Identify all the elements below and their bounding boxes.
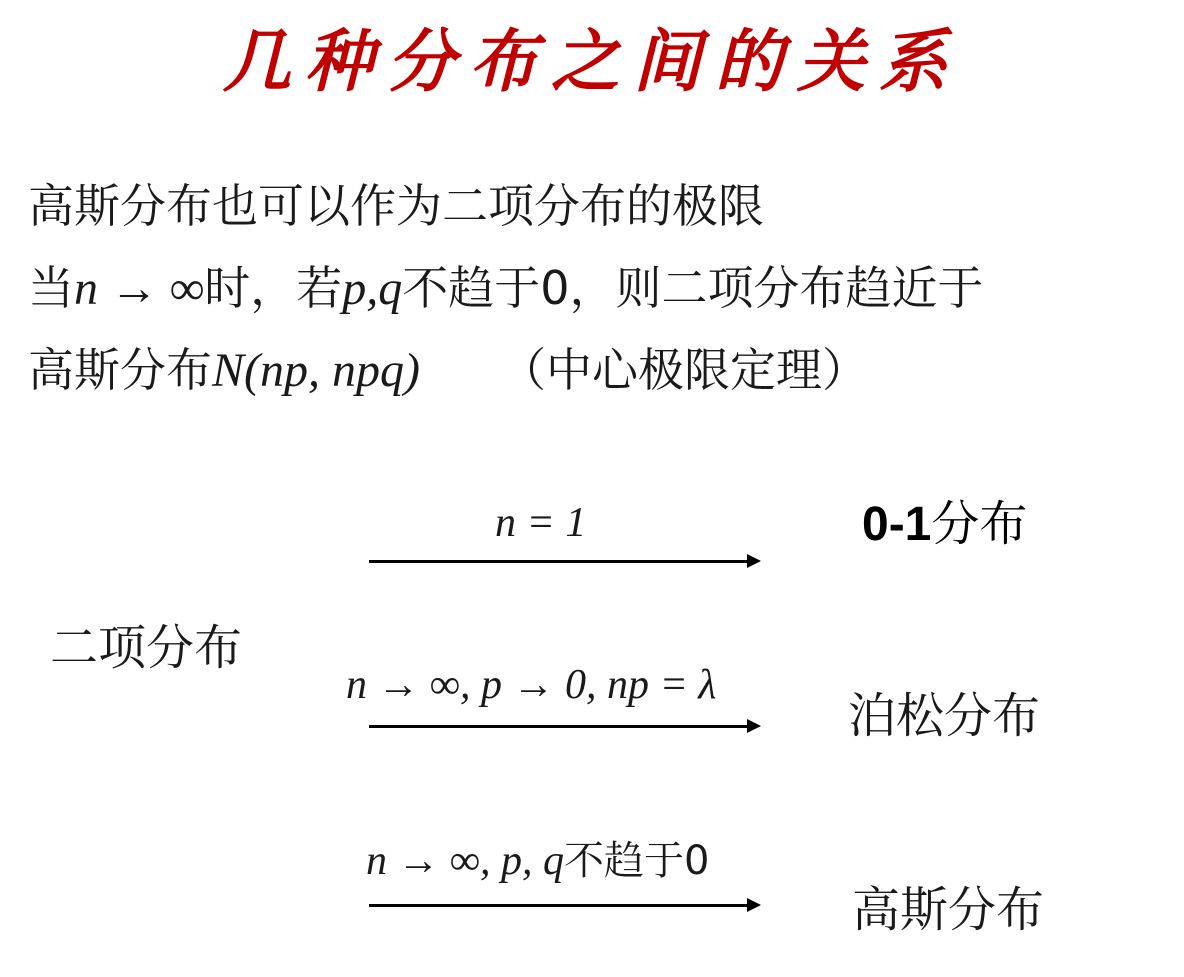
intro-line-2-mid1: 时，若	[204, 261, 343, 315]
target-bernoulli	[862, 494, 1027, 555]
intro-line-3-prefix: 高斯分布	[28, 343, 212, 397]
arrow-2	[369, 725, 749, 728]
target-bernoulli-num: 0-1	[862, 498, 932, 551]
branch-condition-3	[366, 836, 709, 886]
target-gaussian: 高斯分布	[852, 882, 1045, 938]
branch-condition-3-math: n → ∞, p, q	[366, 838, 564, 884]
normal-formula: N(np, npq)	[212, 344, 420, 397]
page-title: 几种分布之间的关系	[222, 22, 961, 102]
target-bernoulli-text: 分布	[931, 496, 1028, 552]
intro-line-2-mid2: 不趋于0，则二项分布趋近于	[402, 261, 984, 315]
intro-line-1: 高斯分布也可以作为二项分布的极限	[28, 179, 764, 233]
arrow-3	[369, 904, 749, 907]
intro-line-3	[28, 342, 868, 399]
intro-line-2	[28, 260, 984, 317]
binomial-source-label: 二项分布	[50, 620, 243, 676]
intro-line-2-prefix: 当	[28, 261, 74, 315]
branch-condition-2: n → ∞, p → 0, np = λ	[346, 662, 717, 708]
pq-variables: p,q	[342, 262, 403, 315]
target-poisson: 泊松分布	[848, 688, 1041, 744]
branch-condition-3-text: 不趋于0	[563, 838, 710, 884]
limit-condition: n → ∞	[74, 262, 205, 315]
branch-condition-1: n = 1	[495, 500, 587, 546]
clt-note: （中心极限定理）	[499, 343, 868, 397]
arrow-1	[369, 560, 749, 563]
